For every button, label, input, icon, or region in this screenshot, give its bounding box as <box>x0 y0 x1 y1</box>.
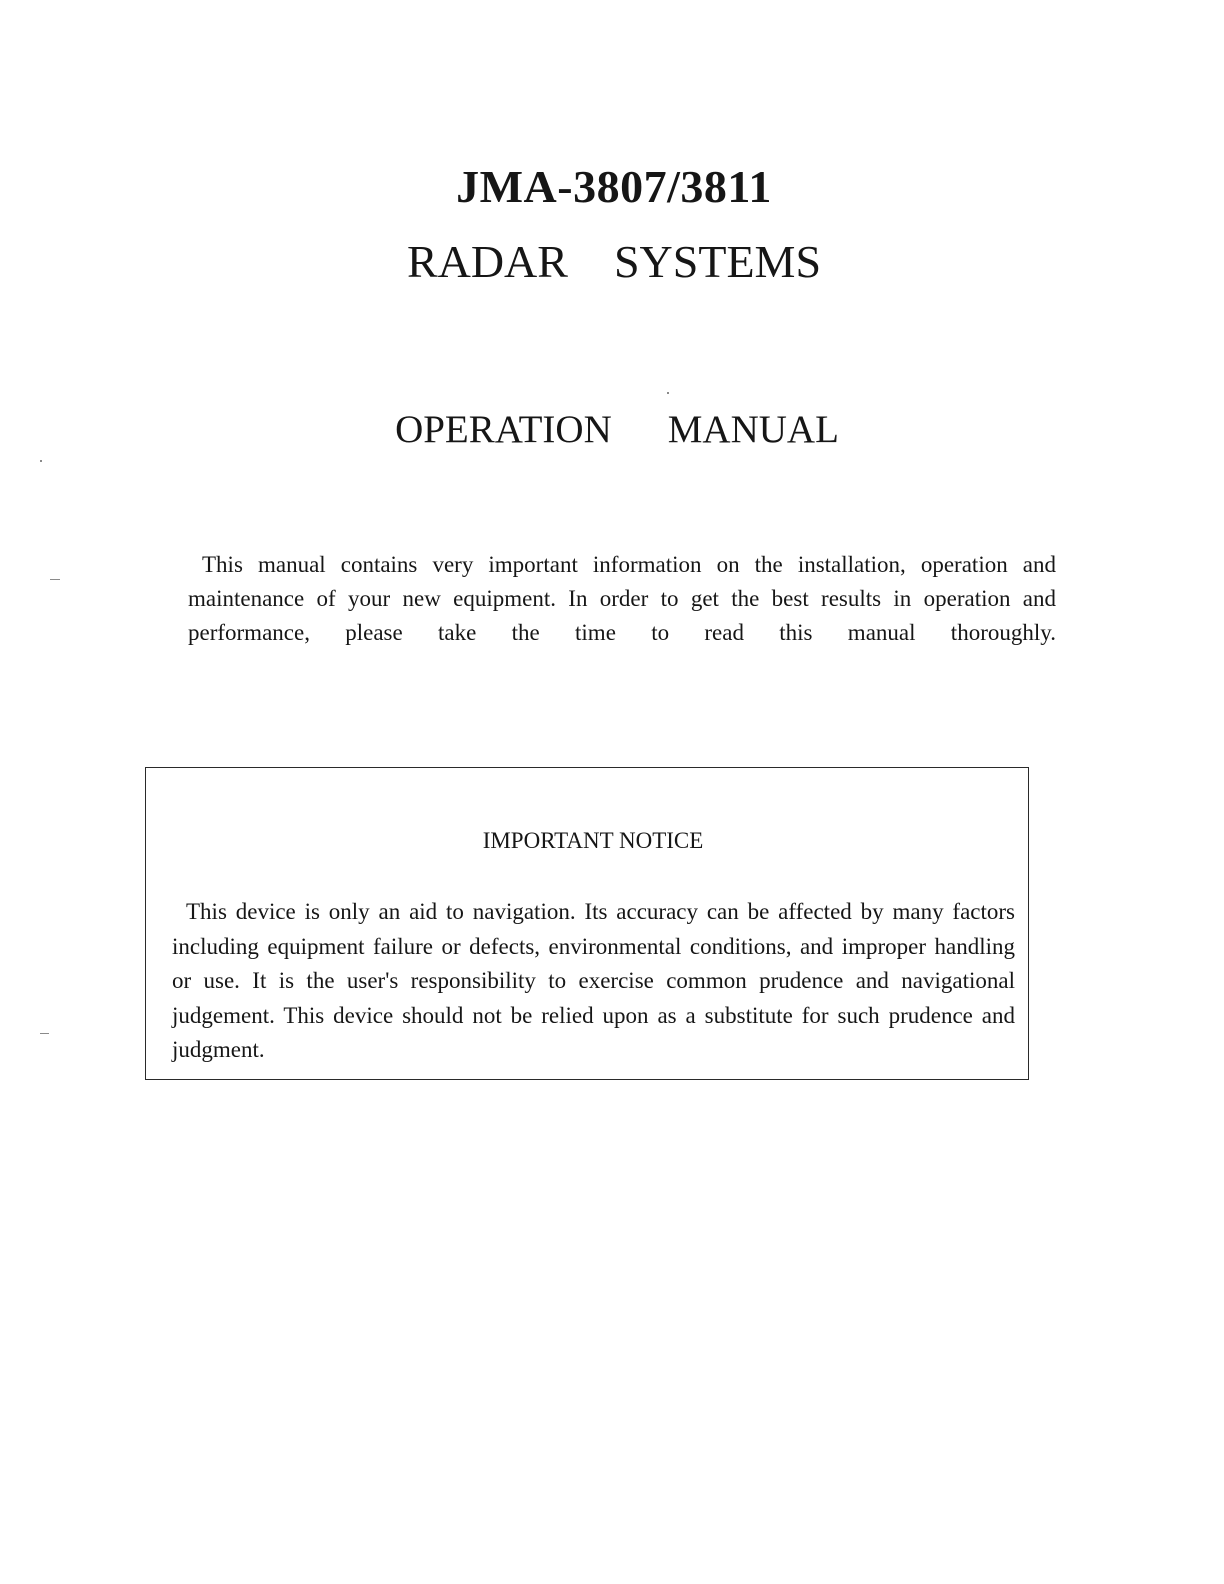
intro-paragraph: This manual contains very important information on the installation, operation and maintenance of your new equipment. In order to get the best results in operation and performance, please take the time to read this manual thoroughly. <box>188 552 1056 645</box>
scan-speck <box>40 1033 49 1034</box>
product-title-word: SYSTEMS <box>613 236 822 287</box>
manual-title <box>0 405 1224 455</box>
notice-body: This device is only an aid to navigation. Its accuracy can be affected by many factors including equipment failure or defects, environmental conditions, and improper handling or use. It is the user's responsibility to exercise common prudence and navigational judgement. This device should not be relied upon as a substitute for such prudence and judgment. <box>172 899 1015 1062</box>
manual-title-word: MANUAL <box>667 408 839 451</box>
manual-title-word: OPERATION <box>395 408 612 451</box>
scan-speck <box>50 579 60 580</box>
scan-speck <box>40 460 42 462</box>
model-title: JMA-3807/3811 <box>456 160 772 212</box>
scan-speck <box>667 392 669 394</box>
product-title <box>0 234 1224 290</box>
product-title-word: RADAR <box>406 236 568 287</box>
notice-title: IMPORTANT NOTICE <box>482 828 704 853</box>
important-notice-box <box>145 767 1029 1080</box>
